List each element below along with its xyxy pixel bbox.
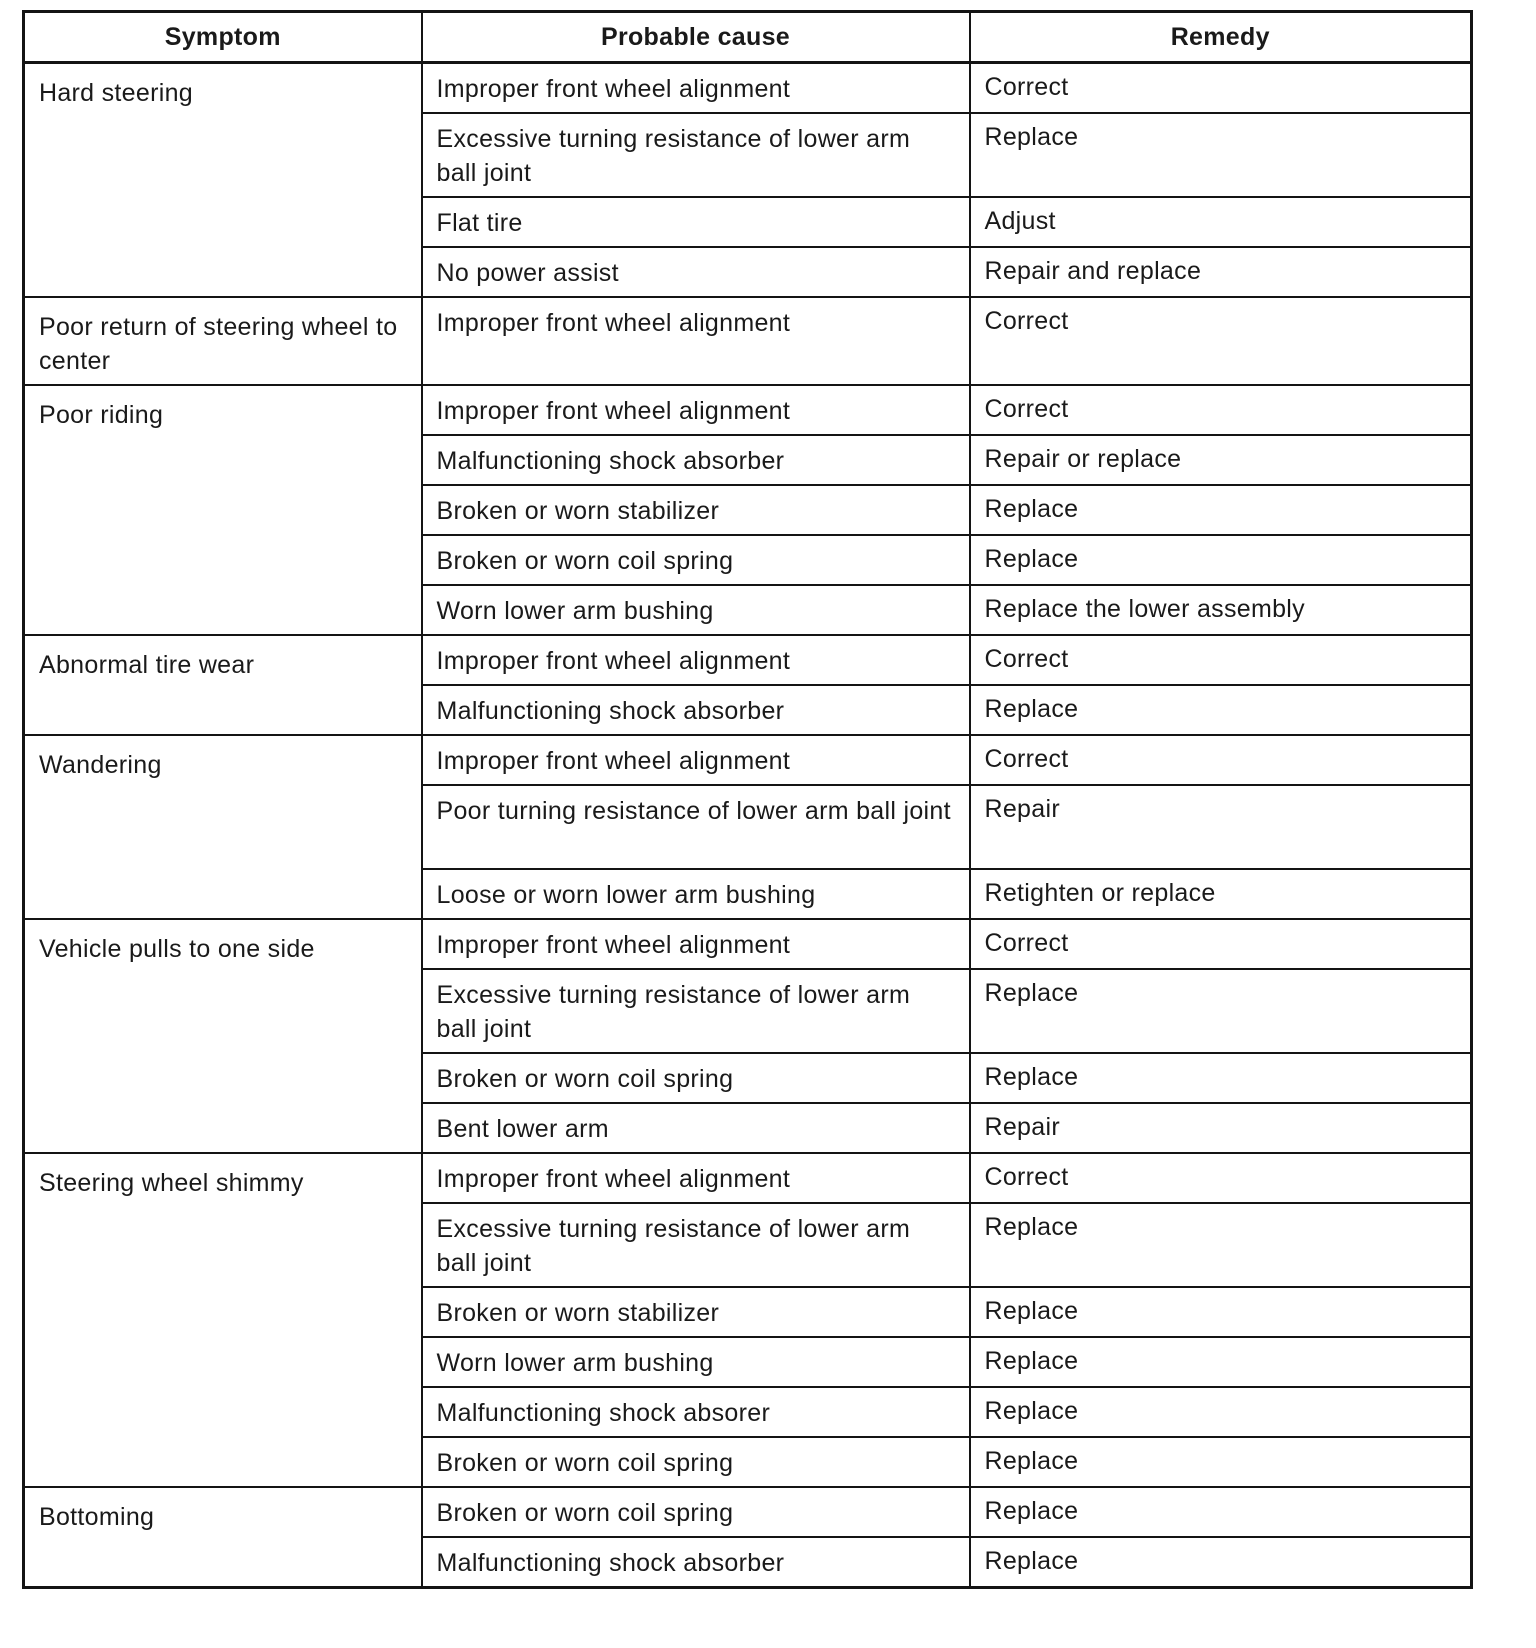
- remedy-cell: Correct: [970, 1153, 1472, 1203]
- cause-cell: Excessive turning resistance of lower arm ball joint: [422, 1203, 970, 1287]
- remedy-cell: Correct: [970, 297, 1472, 385]
- cause-cell: Improper front wheel alignment: [422, 735, 970, 785]
- table-row: [24, 385, 1472, 435]
- remedy-cell: Correct: [970, 919, 1472, 969]
- remedy-cell: Replace: [970, 485, 1472, 535]
- remedy-cell: Replace the lower assembly: [970, 585, 1472, 635]
- table-row: [24, 297, 1472, 385]
- cause-cell: Improper front wheel alignment: [422, 63, 970, 114]
- remedy-cell: Replace: [970, 969, 1472, 1053]
- header-remedy: Remedy: [970, 12, 1472, 63]
- symptom-cell: Hard steering: [24, 63, 422, 298]
- remedy-cell: Replace: [970, 113, 1472, 197]
- table-row: [24, 1487, 1472, 1537]
- remedy-cell: Replace: [970, 685, 1472, 735]
- cause-cell: Poor turning resistance of lower arm ball joint: [422, 785, 970, 869]
- cause-cell: Excessive turning resistance of lower arm ball joint: [422, 113, 970, 197]
- remedy-cell: Repair or replace: [970, 435, 1472, 485]
- cause-cell: Improper front wheel alignment: [422, 1153, 970, 1203]
- header-row: [24, 12, 1472, 63]
- header-symptom: Symptom: [24, 12, 422, 63]
- cause-cell: Excessive turning resistance of lower arm ball joint: [422, 969, 970, 1053]
- table-row: [24, 1153, 1472, 1203]
- cause-cell: Improper front wheel alignment: [422, 297, 970, 385]
- remedy-cell: Replace: [970, 1537, 1472, 1588]
- remedy-cell: Replace: [970, 535, 1472, 585]
- symptom-cell: Bottoming: [24, 1487, 422, 1588]
- cause-cell: Improper front wheel alignment: [422, 635, 970, 685]
- symptom-cell: Steering wheel shimmy: [24, 1153, 422, 1487]
- table-body: [24, 63, 1472, 1588]
- remedy-cell: Correct: [970, 385, 1472, 435]
- remedy-cell: Repair: [970, 785, 1472, 869]
- remedy-cell: Repair and replace: [970, 247, 1472, 297]
- remedy-cell: Replace: [970, 1487, 1472, 1537]
- symptom-cell: Wandering: [24, 735, 422, 919]
- remedy-cell: Correct: [970, 635, 1472, 685]
- cause-cell: Malfunctioning shock absorber: [422, 685, 970, 735]
- symptom-cell: Poor return of steering wheel to center: [24, 297, 422, 385]
- cause-cell: Bent lower arm: [422, 1103, 970, 1153]
- symptom-cell: Vehicle pulls to one side: [24, 919, 422, 1153]
- table-header: [24, 12, 1472, 63]
- cause-cell: Malfunctioning shock absorer: [422, 1387, 970, 1437]
- table-row: [24, 919, 1472, 969]
- remedy-cell: Replace: [970, 1053, 1472, 1103]
- table-row: [24, 635, 1472, 685]
- cause-cell: Worn lower arm bushing: [422, 585, 970, 635]
- cause-cell: Flat tire: [422, 197, 970, 247]
- remedy-cell: Replace: [970, 1437, 1472, 1487]
- remedy-cell: Replace: [970, 1337, 1472, 1387]
- symptom-cell: Abnormal tire wear: [24, 635, 422, 735]
- cause-cell: Broken or worn stabilizer: [422, 485, 970, 535]
- cause-cell: Malfunctioning shock absorber: [422, 1537, 970, 1588]
- remedy-cell: Retighten or replace: [970, 869, 1472, 919]
- cause-cell: Improper front wheel alignment: [422, 385, 970, 435]
- remedy-cell: Repair: [970, 1103, 1472, 1153]
- cause-cell: Broken or worn coil spring: [422, 1487, 970, 1537]
- cause-cell: Broken or worn coil spring: [422, 1053, 970, 1103]
- header-probable-cause: Probable cause: [422, 12, 970, 63]
- remedy-cell: Replace: [970, 1287, 1472, 1337]
- cause-cell: Broken or worn coil spring: [422, 1437, 970, 1487]
- remedy-cell: Replace: [970, 1203, 1472, 1287]
- symptom-cell: Poor riding: [24, 385, 422, 635]
- table-row: [24, 63, 1472, 114]
- remedy-cell: Replace: [970, 1387, 1472, 1437]
- cause-cell: Broken or worn stabilizer: [422, 1287, 970, 1337]
- cause-cell: Loose or worn lower arm bushing: [422, 869, 970, 919]
- remedy-cell: Adjust: [970, 197, 1472, 247]
- remedy-cell: Correct: [970, 63, 1472, 114]
- troubleshooting-table: [22, 10, 1473, 1589]
- cause-cell: No power assist: [422, 247, 970, 297]
- cause-cell: Worn lower arm bushing: [422, 1337, 970, 1387]
- cause-cell: Improper front wheel alignment: [422, 919, 970, 969]
- cause-cell: Broken or worn coil spring: [422, 535, 970, 585]
- table-row: [24, 735, 1472, 785]
- remedy-cell: Correct: [970, 735, 1472, 785]
- cause-cell: Malfunctioning shock absorber: [422, 435, 970, 485]
